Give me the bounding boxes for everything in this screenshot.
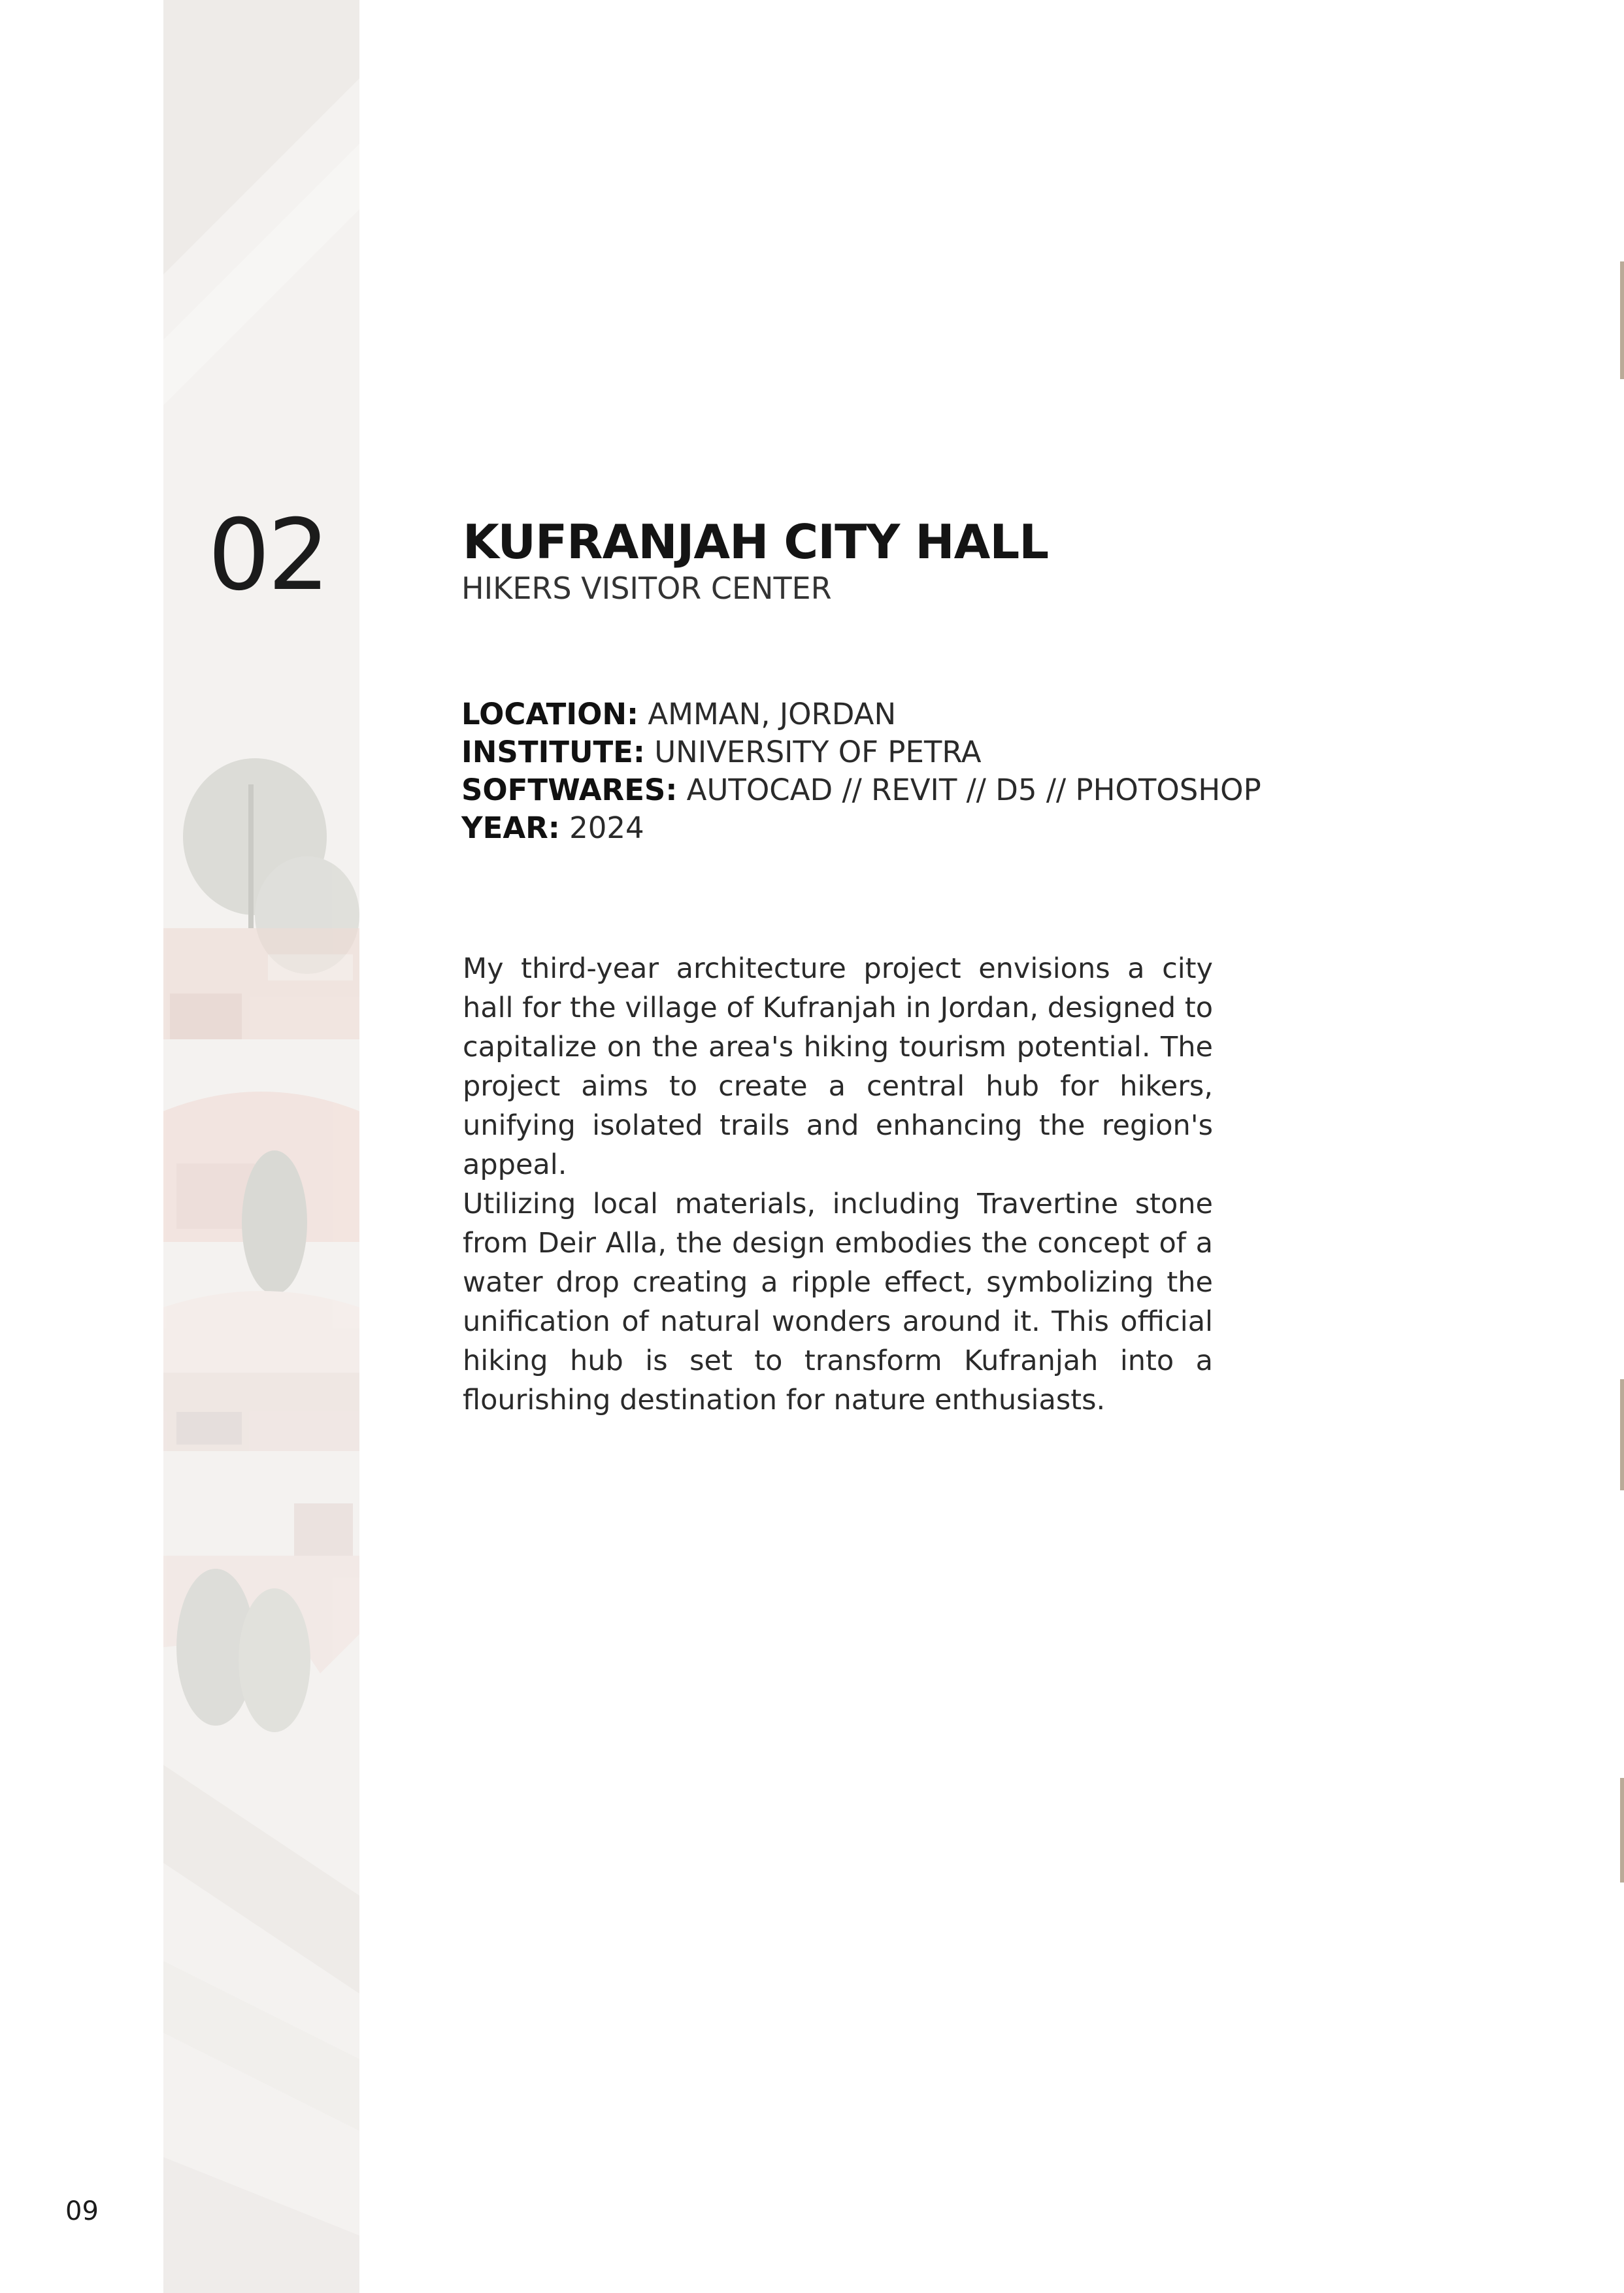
project-number: 02 (208, 499, 327, 612)
building-illustration (163, 928, 359, 1732)
meta-location (461, 695, 1261, 733)
project-title: KUFRANJAH CITY HALL (463, 514, 1049, 569)
meta-value: 2024 (569, 811, 644, 845)
description-paragraph: Utilizing local materials, including Travertine stone from Deir Alla, the design embodies the concept of a water drop creating a ripple effect, symbolizing the unification of natural wonders around it. This official hiking hub is set to transform Kufranjah into a flourishing destination for nature enthusiasts. (463, 1188, 1213, 1416)
meta-value: UNIVERSITY OF PETRA (654, 735, 982, 769)
page-edge-marks (1619, 0, 1624, 2293)
background-rendering-strip (163, 0, 359, 2293)
meta-year (461, 809, 1261, 847)
meta-label: INSTITUTE: (461, 735, 645, 769)
meta-institute (461, 733, 1261, 771)
meta-label: YEAR: (461, 811, 560, 845)
project-meta (461, 695, 1261, 847)
meta-value: AUTOCAD // REVIT // D5 // PHOTOSHOP (686, 773, 1261, 807)
edge-mark (1620, 1778, 1624, 1883)
meta-softwares (461, 771, 1261, 809)
page-number: 09 (65, 2196, 99, 2226)
project-description (463, 949, 1213, 1420)
project-subtitle: HIKERS VISITOR CENTER (461, 571, 832, 606)
edge-mark (1620, 261, 1624, 379)
meta-label: SOFTWARES: (461, 773, 678, 807)
description-paragraph: My third-year architecture project envisions a city hall for the village of Kufranjah in Jordan, designed to capitalize on the area's hiking tourism potential. The project aims to create a central hub for hikers, unifying isolated trails and enhancing the region's appeal. (463, 952, 1213, 1181)
edge-mark (1620, 1379, 1624, 1490)
meta-value: AMMAN, JORDAN (648, 697, 897, 731)
meta-label: LOCATION: (461, 697, 639, 731)
faded-architectural-rendering (163, 0, 359, 2293)
